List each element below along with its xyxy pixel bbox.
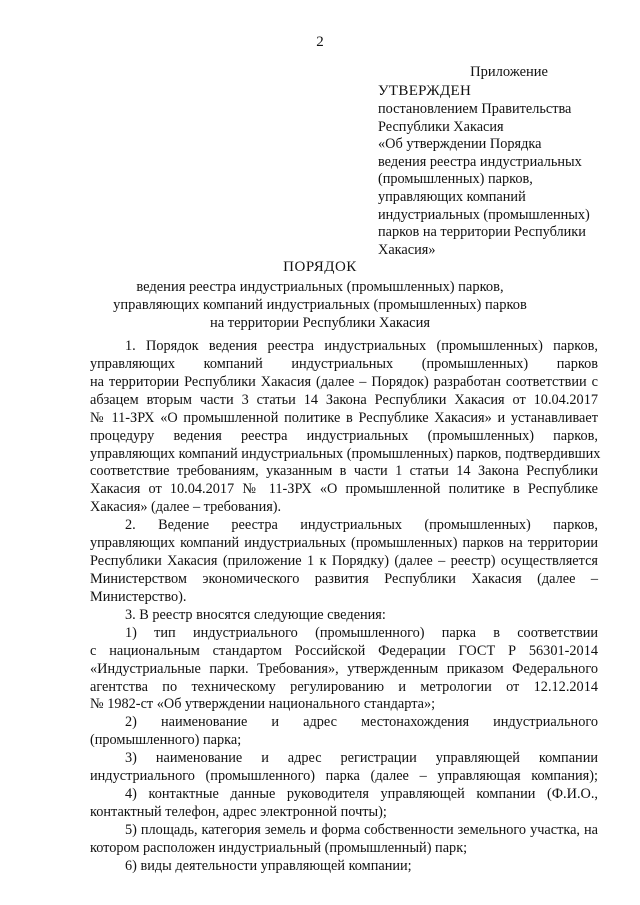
- page-number: 2: [316, 34, 324, 50]
- body-line: процедуру ведения реестра индустриальных (промышленных) парков,: [90, 427, 598, 444]
- body-line: Министерство).: [90, 588, 187, 605]
- approval-line: постановлением Правительства: [378, 101, 572, 117]
- approval-line: парков на территории Республики: [378, 224, 586, 241]
- approval-line: ведения реестра индустриальных: [378, 153, 582, 170]
- body-line: Министерством экономического развития Республики Хакасия (далее –: [90, 570, 598, 587]
- approval-line: «Об утверждении Порядка: [378, 136, 542, 153]
- approval-line: индустриальных (промышленных): [378, 206, 590, 223]
- approval-line: (промышленных) парков,: [378, 171, 533, 188]
- approval-line: Хакасия»: [378, 241, 436, 258]
- body-line: управляющих компаний индустриальных (промышленных) парков: [90, 355, 598, 372]
- body-line: № 11-ЗРХ «О промышленной политике в Республике Хакасия» и устанавливает: [90, 409, 598, 426]
- body-line: Хакасия от 10.04.2017 № 11-ЗРХ «О промышленной политике в Республике: [90, 481, 598, 498]
- body-line: «Индустриальные парки. Требования», утвержденным приказом Федерального: [90, 660, 598, 677]
- document-body: [90, 338, 601, 876]
- appendix-label: Приложение: [470, 64, 548, 80]
- document-subheading-line: на территории Республики Хакасия: [209, 315, 431, 331]
- body-line: абзацем вторым части 3 статьи 14 Закона Республики Хакасия от 10.04.2017: [90, 391, 598, 408]
- body-line: 5) площадь, категория земель и форма собственности земельного участка, на: [125, 821, 598, 838]
- body-line: 2. Ведение реестра индустриальных (промышленных) парков,: [125, 517, 598, 534]
- body-line: 1) тип индустриального (промышленного) парка в соответствии: [125, 624, 598, 641]
- body-line: котором расположен индустриальный (промышленный) парк;: [90, 839, 468, 856]
- body-line: контактный телефон, адрес электронной почты);: [90, 803, 387, 820]
- body-line: 6) виды деятельности управляющей компании;: [125, 857, 412, 874]
- body-line: 1. Порядок ведения реестра индустриальных (промышленных) парков,: [125, 338, 598, 354]
- approval-line: Республики Хакасия: [378, 118, 504, 135]
- body-line: агентства по техническому регулированию и метрологии от 12.12.2014: [90, 678, 598, 695]
- body-line: (промышленного) парка;: [90, 732, 242, 749]
- body-line: 2) наименование и адрес местонахождения индустриального: [125, 714, 598, 731]
- document-subheading-line: управляющих компаний индустриальных (промышленных) парков: [113, 297, 527, 313]
- document-subheading-line: ведения реестра индустриальных (промышленных) парков,: [136, 279, 504, 295]
- document-heading: ПОРЯДОК: [283, 259, 357, 275]
- approval-title: УТВЕРЖДЕН: [378, 83, 472, 99]
- body-line: с национальным стандартом Российской Федерации ГОСТ Р 56301-2014: [90, 642, 598, 659]
- body-line: Хакасия» (далее – требования).: [90, 499, 282, 516]
- approval-block: [378, 82, 618, 259]
- body-line: соответствие требованиям, указанным в части 1 статьи 14 Закона Республики: [90, 463, 598, 480]
- body-line: 3) наименование и адрес регистрации управляющей компании: [125, 750, 598, 767]
- body-line: Республики Хакасия (приложение 1 к Порядку) (далее – реестр) осуществляется: [90, 553, 598, 570]
- body-line: № 1982-ст «Об утверждении национального стандарта»;: [90, 696, 436, 713]
- body-line: управляющих компаний индустриальных (промышленных) парков, подтвердивших: [90, 445, 601, 462]
- body-line: на территории Республики Хакасия (далее – Порядок) разработан соответствии с: [90, 373, 598, 390]
- approval-line: управляющих компаний: [378, 188, 526, 205]
- body-line: 4) контактные данные руководителя управляющей компании (Ф.И.О.,: [125, 786, 598, 803]
- body-line: 3. В реестр вносятся следующие сведения:: [125, 606, 386, 623]
- body-line: управляющих компаний индустриальных (промышленных) парков на территории: [90, 535, 598, 552]
- body-line: индустриального (промышленного) парка (далее – управляющая компания);: [90, 768, 598, 785]
